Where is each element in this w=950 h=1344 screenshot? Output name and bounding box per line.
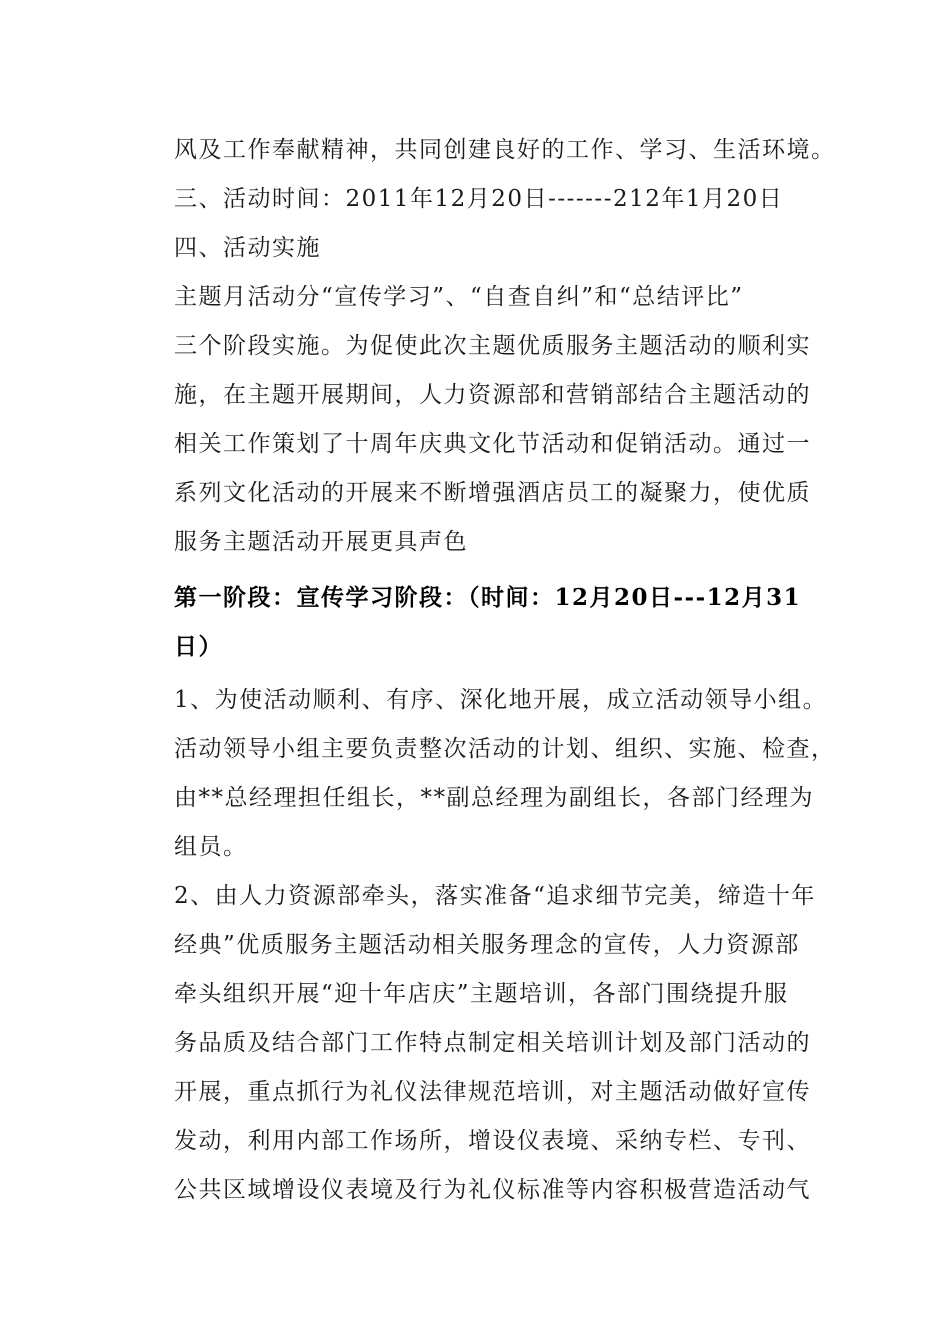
section-heading-activity-time: 三、活动时间：2011年12月20日-------212年1月20日 bbox=[174, 186, 784, 212]
text-line: 2、由人力资源部牵头，落实准备“追求细节完美，缔造十年 bbox=[174, 883, 816, 909]
text-line: 公共区域增设仪表境及行为礼仪标准等内容积极营造活动气 bbox=[174, 1177, 811, 1203]
text-line: 1、为使活动顺利、有序、深化地开展，成立活动领导小组。 bbox=[174, 687, 828, 713]
text-line: 主题月活动分“宣传学习”、“自查自纠”和“总结评比” bbox=[174, 284, 744, 310]
text-line: 活动领导小组主要负责整次活动的计划、组织、实施、检查， bbox=[174, 736, 836, 762]
text-line: 相关工作策划了十周年庆典文化节活动和促销活动。通过一 bbox=[174, 431, 811, 457]
section-heading-activity-implementation: 四、活动实施 bbox=[174, 235, 321, 261]
text-line: 服务主题活动开展更具声色 bbox=[174, 529, 468, 555]
phase-one-heading-continued: 日） bbox=[174, 633, 223, 660]
text-line: 务品质及结合部门工作特点制定相关培训计划及部门活动的 bbox=[174, 1030, 811, 1056]
text-line: 施，在主题开展期间，人力资源部和营销部结合主题活动的 bbox=[174, 382, 811, 408]
text-line: 组员。 bbox=[174, 834, 248, 860]
text-line: 三个阶段实施。为促使此次主题优质服务主题活动的顺利实 bbox=[174, 333, 811, 359]
phase-one-heading: 第一阶段：宣传学习阶段：（时间：12月20日---12月31 bbox=[174, 584, 802, 611]
text-line: 发动，利用内部工作场所，增设仪表境、采纳专栏、专刊、 bbox=[174, 1128, 811, 1154]
text-line: 系列文化活动的开展来不断增强酒店员工的凝聚力，使优质 bbox=[174, 480, 811, 506]
text-line: 开展，重点抓行为礼仪法律规范培训，对主题活动做好宣传 bbox=[174, 1079, 811, 1105]
text-line: 由**总经理担任组长，**副总经理为副组长，各部门经理为 bbox=[174, 785, 814, 811]
text-line: 经典”优质服务主题活动相关服务理念的宣传，人力资源部 bbox=[174, 932, 800, 958]
text-line: 牵头组织开展“迎十年店庆”主题培训，各部门围绕提升服 bbox=[174, 981, 789, 1007]
text-line: 风及工作奉献精神，共同创建良好的工作、学习、生活环境。 bbox=[174, 137, 836, 163]
